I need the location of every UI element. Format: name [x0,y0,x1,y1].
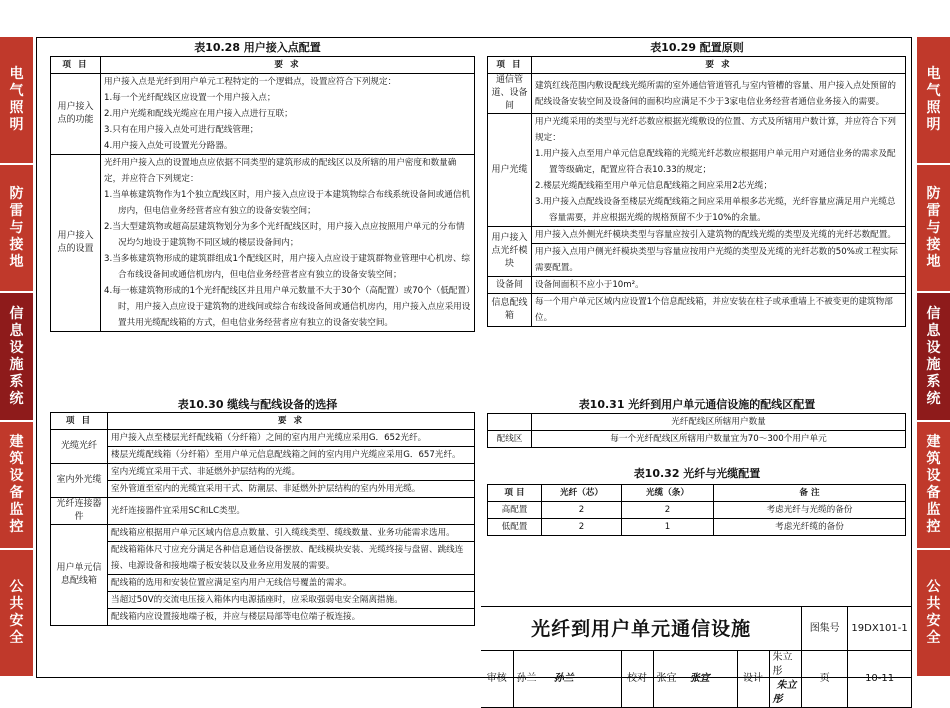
row-label: 用户接入点的功能 [51,74,101,155]
requirement-cell: 设备间面积不应小于10m²。 [532,277,906,294]
tab-public-safety[interactable]: 公共安全 [917,550,950,678]
check-name: 张宜 [656,673,677,684]
row-label: 用户光缆 [488,114,532,227]
requirement-cell: 配线箱的选用和安装位置应满足室内用户无线信号覆盖的需求。 [108,575,475,592]
col-header-requirement: 要 求 [101,57,475,74]
table-10-29-caption: 表10.29 配置原则 [650,41,744,54]
row-label: 光纤连接器件 [51,498,108,525]
review-signature: 孙兰 [553,673,574,684]
page-label: 页 [802,651,848,708]
requirement-cell: 用户光缆采用的类型与光纤芯数应根据光缆敷设的位置、方式及所辖用户数计算，并应符合下列规定： 1.用户接入点至用户单元信息配线箱的光缆光纤芯数应根据用户单元用户对通信业务的需求及配置等级确定，配置应符合表10.33的规定； 2.楼层光缆配线箱至用户单元信息配线箱之间应采用2芯光缆； 3.用户接入点配线设备至楼层光缆配线箱之间应采用单根多芯光缆，光纤容量应满足用户光缆总容量需要，并应根据光缆的规格预留不少于10%的余量。 [532,114,906,227]
requirement-cell: 用户接入点用户侧光纤模块类型与容量应按用户光缆的类型及光缆的光纤芯数的50%或工程实际需要配置。 [532,244,906,277]
design-signature: 朱立彤 [772,680,797,705]
col-header-item: 项 目 [51,413,108,430]
row-label: 通信管道、设备间 [488,74,532,114]
requirement-cell: 室外管道至室内的光缆宜采用干式、防潮层、非延燃外护层结构的室内外用光缆。 [108,481,475,498]
tab-building-monitoring[interactable]: 建筑设备监控 [0,422,33,550]
table-10-32-caption: 表10.32 光纤与光缆配置 [633,467,761,480]
left-section-tabs [0,37,33,678]
table-10-32 [487,484,906,536]
requirement-cell: 用户接入点是光纤到用户单元工程特定的一个逻辑点，设置应符合下列规定： 1.每一个光纤配线区应设置一个用户接入点； 2.用户光缆和配线光缆应在用户接入点进行互联； 3.只有在用户接入点处可进行配线管理； 4.用户接入点处可设置光分路器。 [101,74,475,155]
drawing-title: 光纤到用户单元通信设施 [481,607,802,651]
row-label: 信息配线箱 [488,294,532,327]
requirement-cell: 每一个光纤配线区所辖用户数量宜为70～300个用户单元 [532,431,906,448]
check-label: 校对 [621,651,653,708]
col-header-requirement: 要 求 [532,57,906,74]
design-name: 朱立彤 [772,652,793,677]
tab-lightning-grounding[interactable]: 防雷与接地 [0,165,33,293]
row-label: 配线区 [488,431,532,448]
tab-information-facilities[interactable]: 信息设施系统 [917,293,950,421]
tab-public-safety[interactable]: 公共安全 [0,550,33,678]
requirement-cell: 用户接入点外侧光纤模块类型与容量应按引入建筑物的配线光缆的类型及光缆的光纤芯数配置。 [532,227,906,244]
col-header-cable: 光缆（条） [622,485,714,502]
col-header-item: 项 目 [488,485,542,502]
tab-electrical-lighting[interactable]: 电气照明 [917,37,950,165]
col-header-fiber: 光纤（芯） [542,485,622,502]
requirement-cell: 每一个用户单元区域内应设置1个信息配线箱，并应安装在柱子或承重墙上不被变更的建筑物部位。 [532,294,906,327]
design-cell [769,651,802,708]
requirement-cell: 光纤连接器件宜采用SC和LC类型。 [108,498,475,525]
requirement-cell: 配线箱应根据用户单元区域内信息点数量、引入缆线类型、缆线数量、业务功能需求选用。 [108,525,475,542]
requirement-cell: 配线箱箱体尺寸应充分满足各种信息通信设备摆放、配线模块安装、光缆终接与盘留、跳线连接、电源设备和接地端子板安装以及业务应用发展的需要。 [108,542,475,575]
requirement-cell: 建筑红线范围内敷设配线光缆所需的室外通信管道管孔与室内管槽的容量、用户接入点处预留的配线设备安装空间及设备间的面积均应满足不少于3家电信业务经营者通信业务接入的需要。 [532,74,906,114]
col-header-item: 项 目 [51,57,101,74]
row-label: 光缆光纤 [51,430,108,464]
right-section-tabs [917,37,950,678]
tab-information-facilities[interactable]: 信息设施系统 [0,293,33,421]
tab-building-monitoring[interactable]: 建筑设备监控 [917,422,950,550]
col-header-item: 项 目 [488,57,532,74]
atlas-no: 19DX101-1 [848,607,912,651]
table-10-29 [487,56,906,327]
requirement-cell: 光纤用户接入点的设置地点应依据不同类型的建筑形成的配线区以及所辖的用户密度和数量确定，并应符合下列规定： 1.当单栋建筑物作为1个独立配线区时，用户接入点应设于本建筑物综合布线系统设备间或通信机房内，但电信业务经营者应有独立的设备安装空间； 2.当大型建筑物或超高层建筑物划分为多个光纤配线区时，用户接入点应按照用户单元的分布情况均匀地设于建筑物不同区域的楼层设备间内； 3.当多栋建筑物形成的建筑群组成1个配线区时，用户接入点应设于建筑群物业管理中心机房、综合布线设备间或通信机房内，但电信业务经营者应有独立的设备安装空间； 4.每一栋建筑物形成的1个光纤配线区并且用户单元数量不大于30个（高配置）或70个（低配置）时，用户接入点应设于建筑物的进线间或综合布线设备间或通信机房内，用户接入点应采用设置共用光缆配线箱的方式，但电信业务经营者应有独立的设备安装空间。 [101,155,475,332]
col-header-user-count: 光纤配线区所辖用户数量 [532,414,906,431]
row-label: 室内外光缆 [51,464,108,498]
check-cell [653,651,737,708]
col-header-requirement: 要 求 [108,413,475,430]
row-label: 用户接入点光纤模块 [488,227,532,277]
table-row: 低配置 2 1 考虑光纤缆的备份 [488,519,906,536]
atlas-no-label: 图集号 [802,607,848,651]
row-label: 设备间 [488,277,532,294]
table-10-28-caption: 表10.28 用户接入点配置 [194,41,321,54]
page-number: 10-11 [848,651,912,708]
col-header-remark: 备 注 [714,485,906,502]
row-label: 用户单元信息配线箱 [51,525,108,626]
review-label: 审核 [481,651,513,708]
table-10-31-caption: 表10.31 光纤到用户单元通信设施的配线区配置 [578,398,816,411]
tab-electrical-lighting[interactable]: 电气照明 [0,37,33,165]
requirement-cell: 用户接入点至楼层光纤配线箱（分纤箱）之间的室内用户光缆应采用G．652光纤。 [108,430,475,447]
check-signature: 张宜 [689,673,710,684]
row-label: 用户接入点的设置 [51,155,101,332]
requirement-cell: 室内光缆宜采用干式、非延燃外护层结构的光缆。 [108,464,475,481]
tab-lightning-grounding[interactable]: 防雷与接地 [917,165,950,293]
review-name: 孙兰 [516,673,537,684]
review-cell [513,651,621,708]
table-10-30-caption: 表10.30 缆线与配线设备的选择 [177,398,338,411]
design-label: 设计 [737,651,769,708]
table-10-30 [50,412,475,626]
requirement-cell: 配线箱内应设置接地端子板，并应与楼层局部等电位端子板连接。 [108,609,475,626]
requirement-cell: 当超过50V的交流电压接入箱体内电源插座时，应采取强弱电安全隔离措施。 [108,592,475,609]
title-block [481,606,912,708]
table-10-28 [50,56,475,332]
requirement-cell: 楼层光缆配线箱（分纤箱）至用户单元信息配线箱之间的室内用户光缆应采用G．657光纤。 [108,447,475,464]
table-row: 高配置 2 2 考虑光纤与光缆的备份 [488,502,906,519]
table-10-31 [487,413,906,448]
